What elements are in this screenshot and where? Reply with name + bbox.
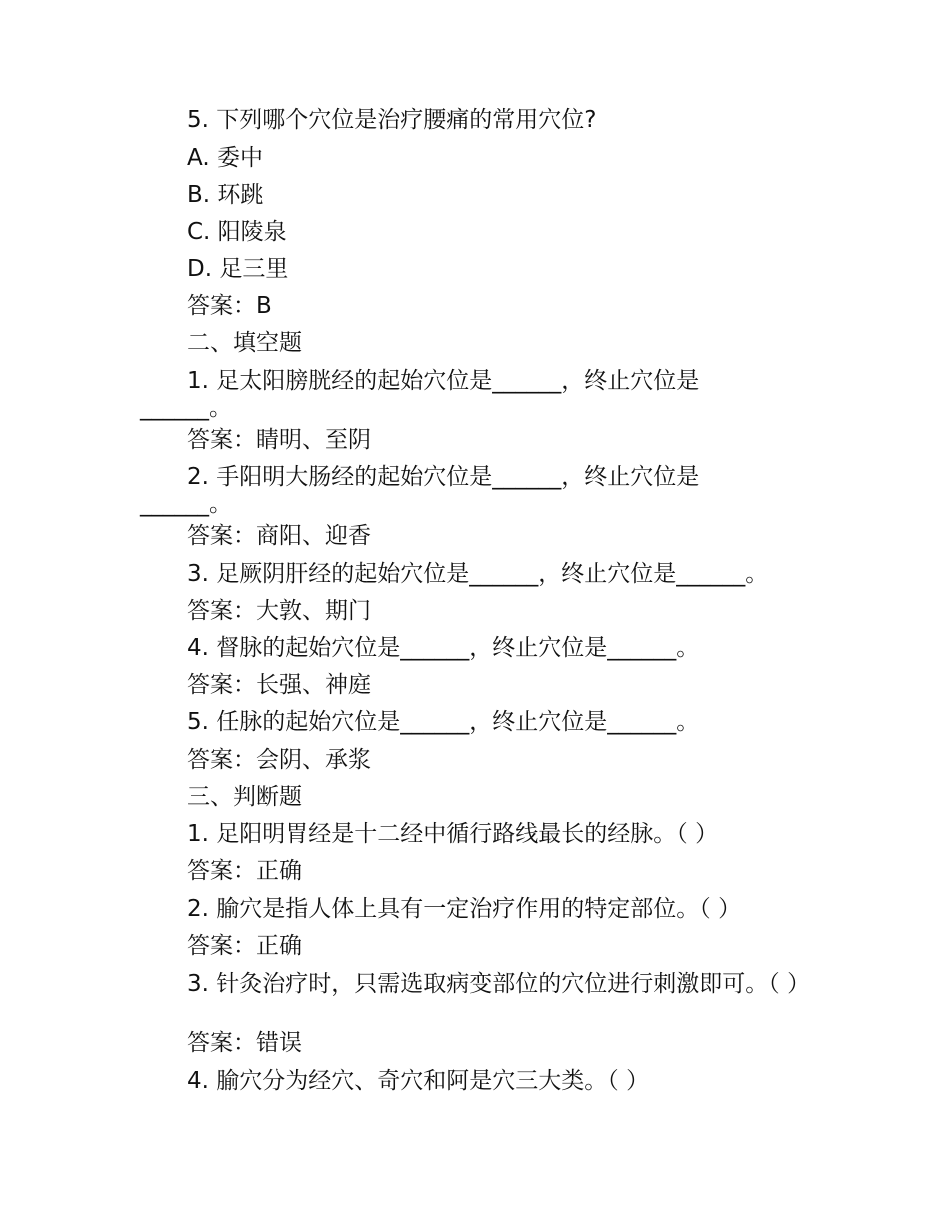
- answer-line: 答案：商阳、迎香: [187, 523, 371, 549]
- question-line: 3. 足厥阴肝经的起始穴位是______，终止穴位是______。: [187, 561, 769, 587]
- option-line: A. 委中: [187, 145, 263, 171]
- answer-line: 答案：正确: [187, 858, 302, 884]
- option-line: D. 足三里: [187, 256, 289, 282]
- answer-line: 答案：正确: [187, 933, 302, 959]
- answer-line: 答案：B: [187, 293, 272, 319]
- question-continuation: ______。: [140, 395, 232, 421]
- question-line: 1. 足阳明胃经是十二经中循行路线最长的经脉。（ ）: [187, 821, 719, 847]
- question-line: 2. 手阳明大肠经的起始穴位是______，终止穴位是: [187, 464, 700, 490]
- question-line: 5. 任脉的起始穴位是______，终止穴位是______。: [187, 709, 700, 735]
- question-line: 3. 针灸治疗时，只需选取病变部位的穴位进行刺激即可。（ ）: [187, 971, 811, 997]
- answer-line: 答案：睛明、至阴: [187, 427, 371, 453]
- section-heading: 二、填空题: [187, 330, 302, 356]
- section-heading: 三、判断题: [187, 784, 302, 810]
- question-line: 5. 下列哪个穴位是治疗腰痛的常用穴位?: [187, 107, 597, 133]
- answer-line: 答案：会阴、承浆: [187, 747, 371, 773]
- option-line: C. 阳陵泉: [187, 219, 287, 245]
- question-line: 4. 督脉的起始穴位是______，终止穴位是______。: [187, 635, 700, 661]
- answer-line: 答案：错误: [187, 1030, 302, 1056]
- question-line: 2. 腧穴是指人体上具有一定治疗作用的特定部位。（ ）: [187, 896, 742, 922]
- answer-line: 答案：长强、神庭: [187, 672, 371, 698]
- option-line: B. 环跳: [187, 182, 264, 208]
- answer-line: 答案：大敦、期门: [187, 598, 371, 624]
- question-line: 4. 腧穴分为经穴、奇穴和阿是穴三大类。（ ）: [187, 1068, 650, 1094]
- question-line: 1. 足太阳膀胱经的起始穴位是______，终止穴位是: [187, 368, 700, 394]
- question-continuation: ______。: [140, 491, 232, 517]
